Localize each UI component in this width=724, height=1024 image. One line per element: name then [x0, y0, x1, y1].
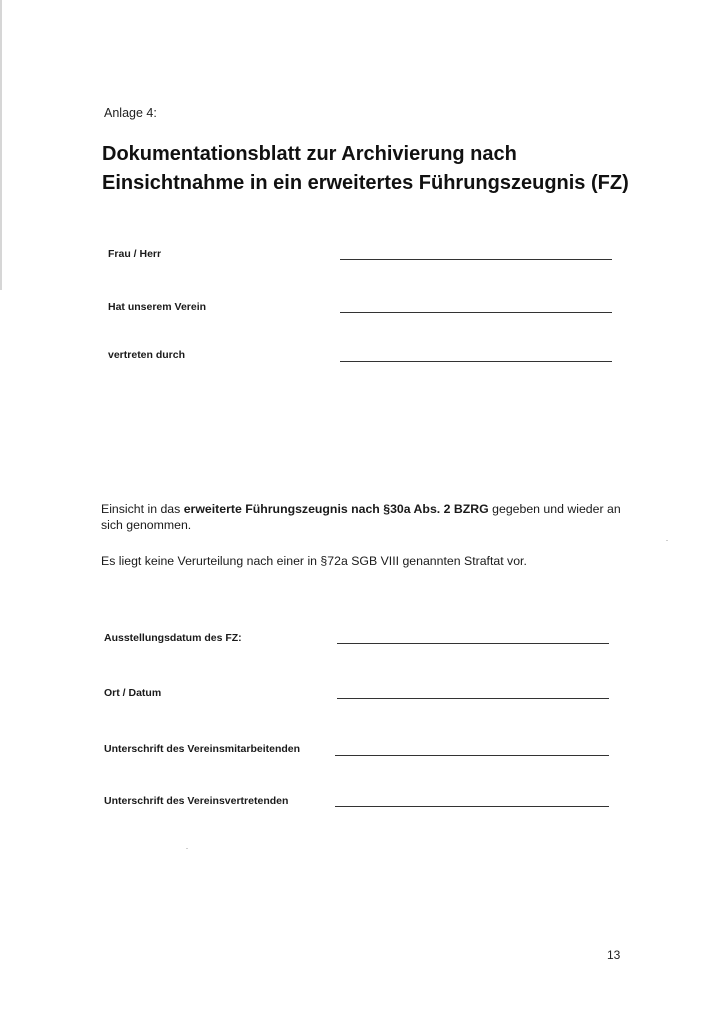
page-number: 13: [607, 948, 621, 962]
field-label-represented-by: vertreten durch: [108, 349, 186, 361]
field-label-association: Hat unserem Verein: [108, 301, 207, 313]
no-conviction-declaration: Es liegt keine Verurteilung nach einer in §72a SGB VIII genannten Straftat vor.: [101, 554, 527, 568]
title-line-2: Einsichtnahme in ein erweitertes Führungszeugnis (FZ): [102, 172, 629, 194]
field-label-representative-signature: Unterschrift des Vereinsvertretenden: [104, 795, 289, 807]
statement-part-1: Einsicht in das: [101, 502, 184, 516]
statement-bold: erweiterte Führungszeugnis nach §30a Abs. 2 BZRG: [183, 502, 489, 516]
inspection-statement: [101, 501, 621, 533]
field-line-place-date[interactable]: [337, 698, 609, 699]
field-line-association[interactable]: [340, 312, 612, 313]
field-line-representative-signature[interactable]: [335, 806, 609, 807]
field-label-issue-date: Ausstellungsdatum des FZ:: [104, 632, 242, 644]
annex-label: Anlage 4:: [104, 106, 157, 120]
title-line-1: Dokumentationsblatt zur Archivierung nach: [102, 143, 517, 165]
field-label-employee-signature: Unterschrift des Vereinsmitarbeitenden: [104, 743, 301, 755]
document-title: [102, 140, 682, 198]
field-line-employee-signature[interactable]: [335, 755, 609, 756]
scan-speck: [186, 848, 188, 849]
field-line-issue-date[interactable]: [337, 643, 609, 644]
field-line-represented-by[interactable]: [340, 361, 612, 362]
statement-part-2: gegeben und wieder an sich genommen.: [101, 502, 621, 532]
field-line-name[interactable]: [340, 259, 612, 260]
scan-page-edge: [0, 0, 2, 290]
scan-speck: [666, 540, 668, 541]
field-label-place-date: Ort / Datum: [104, 687, 162, 699]
field-label-name: Frau / Herr: [108, 248, 162, 260]
